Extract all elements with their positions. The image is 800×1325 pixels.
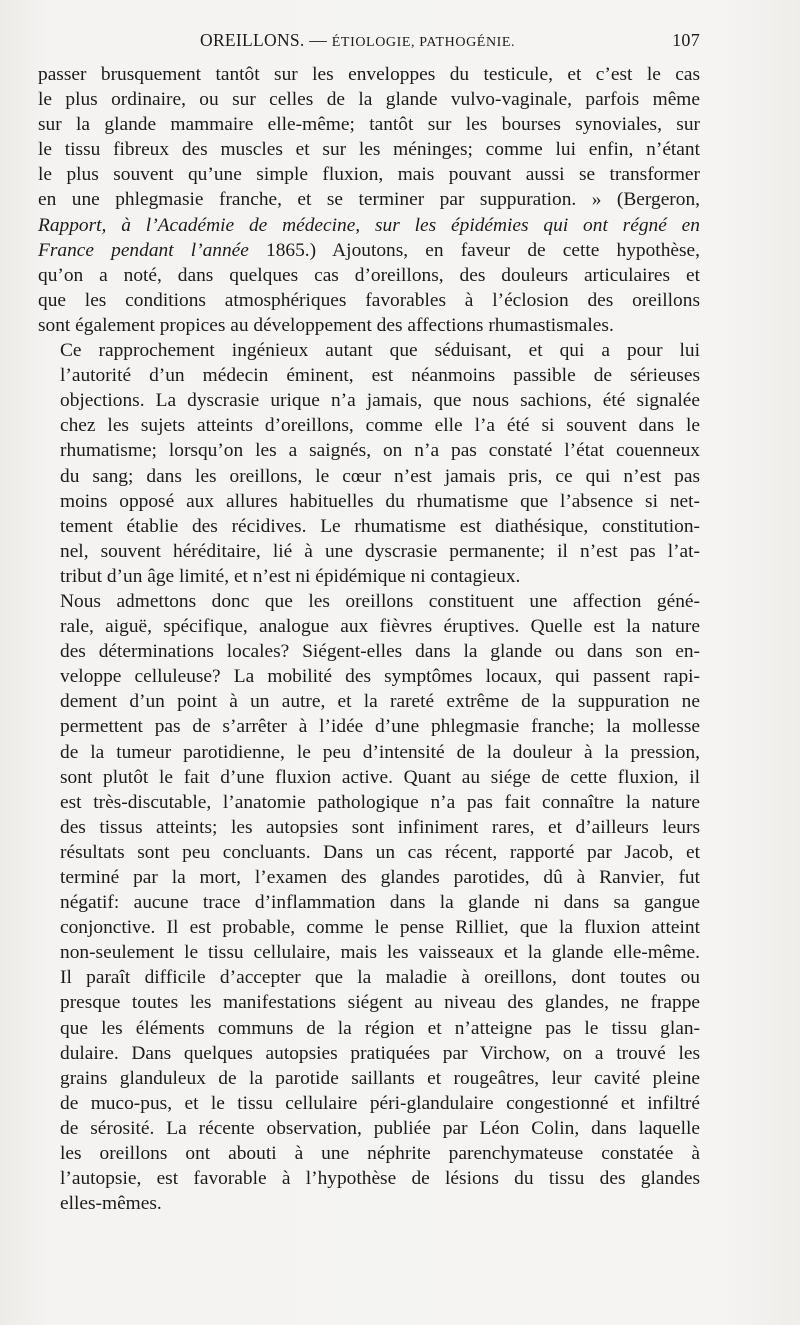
text-line: l’autorité d’un médecin éminent, est néanmoins passible de sérieuses — [60, 365, 700, 387]
paragraph — [38, 589, 700, 1216]
chapter-title: OREILLONS. — [200, 30, 305, 50]
text-line: de muco-pus, et le tissu cellulaire péri-glandulaire congestionné et infiltré — [60, 1092, 700, 1114]
page-number: 107 — [672, 30, 700, 50]
text-line: nel, souvent héréditaire, lié à une dyscrasie permanente; il n’est pas l’at- — [60, 540, 700, 562]
text-line: est très-discutable, l’anatomie pathologique n’a pas fait connaître la nature — [60, 791, 700, 813]
text-line: Ce rapprochement ingénieux autant que séduisant, et qui a pour lui — [60, 340, 700, 362]
text-line: dulaire. Dans quelques autopsies pratiquées par Virchow, on a trouvé les — [60, 1042, 700, 1064]
text-line: résultats sont peu concluants. Dans un cas récent, rapporté par Jacob, et — [60, 841, 700, 863]
text-line: des tissus atteints; les autopsies sont infiniment rares, et d’ailleurs leurs — [60, 816, 700, 838]
text-line: de la tumeur parotidienne, le peu d’intensité de la douleur à la pression, — [60, 741, 700, 763]
text-line — [38, 213, 700, 238]
text-line: que les éléments communs de la région et n’atteigne pas le tissu glan- — [60, 1017, 700, 1039]
text-line: objections. La dyscrasie urique n’a jamais, que nous sachions, été signalée — [60, 390, 700, 412]
text-line: chez les sujets atteints d’oreillons, comme elle l’a été si souvent dans le — [60, 415, 700, 437]
text-line: presque toutes les manifestations siégent au niveau des glandes, ne frappe — [60, 992, 700, 1014]
text-line: conjonctive. Il est probable, comme le pense Rilliet, que la fluxion atteint — [60, 917, 700, 939]
title-dash: — — [309, 30, 328, 50]
text-line: en une phlegmasie franche, et se terminer par suppuration. » (Bergeron, — [38, 189, 700, 211]
running-head — [38, 30, 700, 56]
text-line: sont plutôt le fait d’une fluxion active. Quant au siége de cette fluxion, il — [60, 766, 700, 788]
paragraph — [38, 62, 700, 338]
text-line: elles-mêmes. — [60, 1193, 162, 1215]
paragraph — [38, 338, 700, 589]
text-line: France pendant l’année 1865.) Ajoutons, en faveur de cette hypothèse, — [38, 239, 700, 261]
text-line: passer brusquement tantôt sur les enveloppes du testicule, et c’est le cas — [38, 64, 700, 85]
text-line: des déterminations locales? Siégent-elles dans la glande ou dans son en- — [60, 641, 700, 663]
text-line: terminé par la mort, l’examen des glandes parotides, dû à Ranvier, fut — [60, 867, 700, 888]
text-line: tement établie des récidives. Le rhumatisme est diathésique, constitution- — [60, 515, 700, 537]
text-line: le tissu fibreux des muscles et sur les méninges; comme lui enfin, n’étant — [38, 139, 700, 161]
text-line: l’autopsie, est favorable à l’hypothèse de lésions du tissu des glandes — [60, 1168, 700, 1190]
text-line: rale, aiguë, spécifique, analogue aux fièvres éruptives. Quelle est la nature — [60, 616, 700, 638]
section-subtitle: ÉTIOLOGIE, PATHOGÉNIE. — [331, 35, 516, 50]
text-line: les oreillons ont abouti à une néphrite parenchymateuse constatée à — [60, 1143, 700, 1165]
running-head-title — [200, 30, 515, 51]
text-line: sont également propices au développement des affections rhumastismales. — [38, 314, 614, 336]
text-line: moins opposé aux allures habituelles du rhumatisme que l’absence si net- — [60, 490, 700, 512]
body-text — [38, 62, 700, 1216]
text-line: sur la glande mammaire elle-même; tantôt sur les bourses synoviales, sur — [38, 114, 700, 136]
text-line: du sang; dans les oreillons, le cœur n’est jamais pris, ce qui n’est pas — [60, 465, 700, 487]
text-line: de sérosité. La récente observation, publiée par Léon Colin, dans laquelle — [60, 1117, 700, 1139]
text-line: négatif: aucune trace d’inflammation dans la glande ni dans sa gangue — [60, 892, 700, 914]
text-line: le plus souvent qu’une simple fluxion, mais pouvant aussi se transformer — [38, 164, 700, 186]
text-line: qu’on a noté, dans quelques cas d’oreillons, des douleurs articulaires et — [38, 264, 700, 286]
text-line: permettent pas de s’arrêter à l’idée d’une phlegmasie franche; la mollesse — [60, 716, 700, 738]
text-line: non-seulement le tissu cellulaire, mais les vaisseaux et la glande elle-même. — [60, 942, 700, 964]
text-line: Il paraît difficile d’accepter que la maladie à oreillons, dont toutes ou — [60, 967, 700, 989]
text-line: que les conditions atmosphériques favorables à l’éclosion des oreillons — [38, 289, 700, 311]
citation-italic: France pendant l’année — [38, 239, 249, 261]
text-line: Nous admettons donc que les oreillons constituent une affection géné- — [60, 590, 700, 612]
text-line: tribut d’un âge limité, et n’est ni épidémique ni contagieux. — [60, 565, 521, 587]
text-line: dement d’un point à un autre, et la rareté extrême de la suppuration ne — [60, 691, 700, 713]
text-line: le plus ordinaire, ou sur celles de la glande vulvo-vaginale, parfois même — [38, 89, 700, 111]
text-line: veloppe celluleuse? La mobilité des symptômes locaux, qui passent rapi- — [60, 666, 700, 688]
text-line: rhumatisme; lorsqu’on les a saignés, on n’a pas constaté l’état couenneux — [60, 440, 700, 462]
citation-italic: Rapport, à l’Académie de médecine, sur les épidémies qui ont régné en — [38, 214, 700, 236]
text-line: grains glanduleux de la parotide saillants et rougeâtres, leur cavité pleine — [60, 1067, 700, 1089]
